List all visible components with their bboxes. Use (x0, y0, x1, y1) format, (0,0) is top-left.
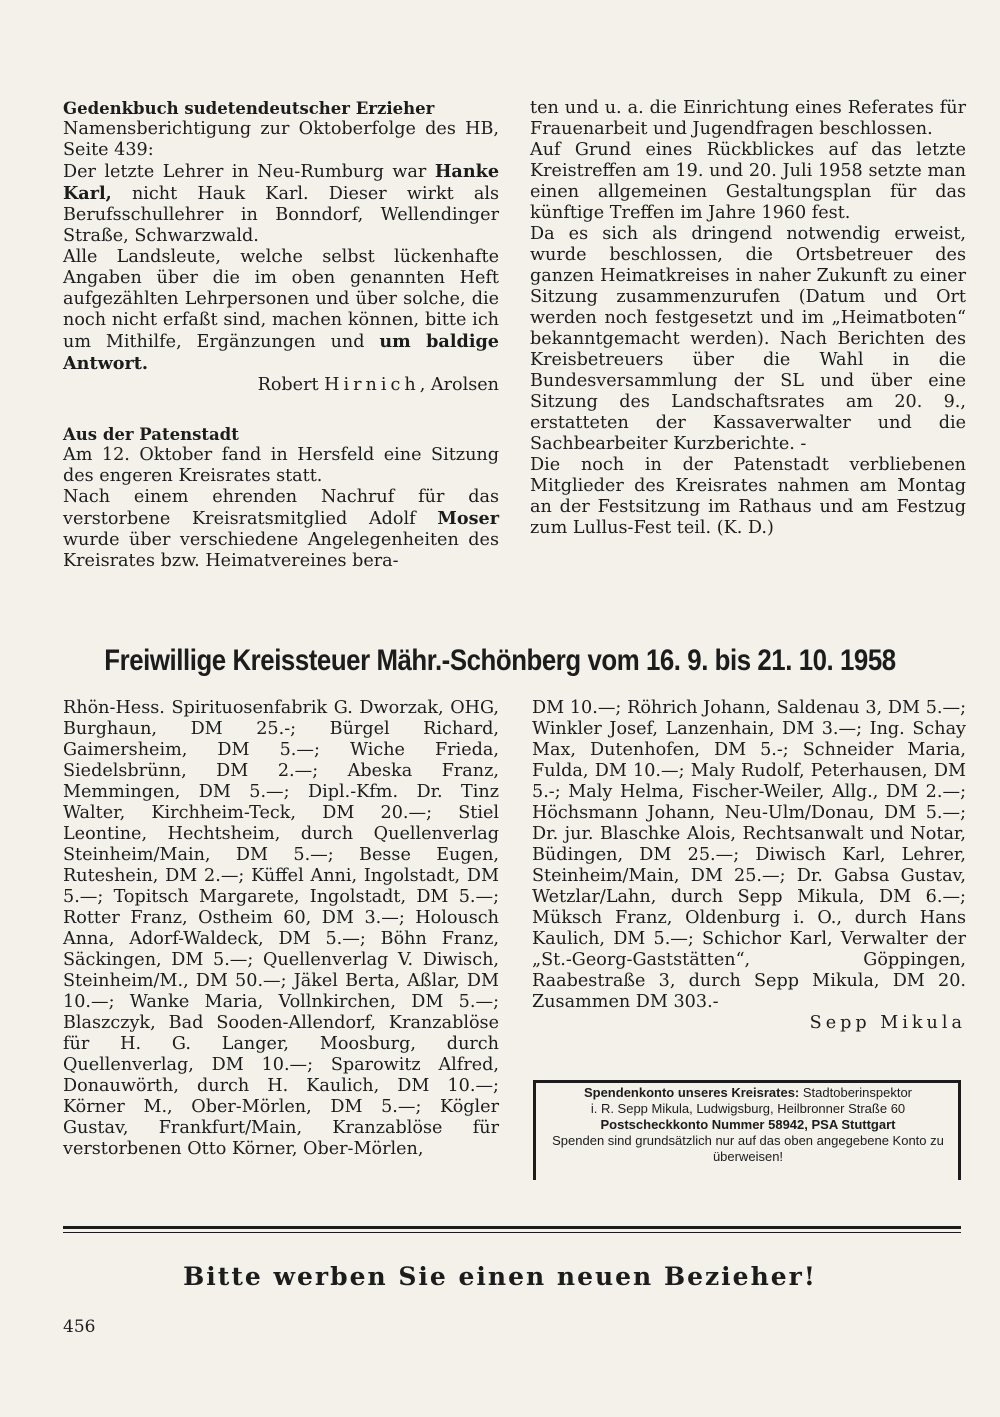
heading-patenstadt: Aus der Patenstadt (63, 425, 239, 444)
paragraph: Auf Grund eines Rückblickes auf das letzte Kreistreffen am 19. und 20. Juli 1958 setzte man einen allgemeinen Gestaltungsplan für das künftige Treffen im Jahre 1960 fest. (530, 140, 966, 223)
box-line: Postscheckkonto Nummer 58942, PSA Stuttgart (600, 1117, 896, 1132)
donor-list: Rhön-Hess. Spirituosenfabrik G. Dworzak, OHG, Burghaun, DM 25.-; Bürgel Richard, Gaimersheim, DM 5.—; Wiche Frieda, Siedelsbrünn, DM 2.—; Abeska Franz, Memmingen, DM 5.—; Dipl.-Kfm. Dr. Tinz Walter, Kirchheim-Teck, DM 20.—; Stiel Leontine, Hechtsheim, durch Quellenverlag Steinheim/Main, DM 5.—; Besse Eugen, Ruteshein, DM 2.—; Küffel Anni, Ingolstadt, DM 5.—; Topitsch Margarete, Ingolstadt, DM 5.—; Rotter Franz, Ostheim 60, DM 3.—; Holousch Anna, Adorf-Waldeck, DM 5.—; Böhn Franz, Säckingen, DM 5.—; Quellenverlag V. Diwisch, Steinheim/M., DM 50.—; Jäkel Berta, Aßlar, DM 10.—; Wanke Maria, Vollnkirchen, DM 5.—; Blaszczyk, Bad Sooden-Allendorf, Kranzablöse für H. G. Langer, Moosburg, durch Quellenverlag, DM 10.—; Sparowitz Alfred, Donauwörth, durch H. Kaulich, DM 10.—; Körner M., Ober-Mörlen, DM 5.—; Kögler Gustav, Frankfurt/Main, Kranzablöse für verstorbenen Otto Körner, Ober-Mörlen, (63, 698, 499, 1159)
heading-gedenkbuch: Gedenkbuch sudetendeutscher Erzieher (63, 99, 435, 118)
divider (63, 1226, 961, 1229)
column-bottom-left (63, 698, 499, 1160)
box-top-border (533, 1080, 961, 1083)
donor-list: DM 10.—; Röhrich Johann, Saldenau 3, DM 5.—; Winkler Josef, Lanzenhain, DM 3.—; Ing. Schay Max, Dutenhofen, DM 5.-; Schneider Maria, Fulda, DM 10.—; Maly Rudolf, Peterhausen, DM 5.-; Maly Helma, Fischer-Weiler, Allg., DM 2.—; Höchsmann Johann, Neu-Ulm/Donau, DM 5.—; Dr. jur. Blaschke Alois, Rechtsanwalt und Notar, Büdingen, DM 25.—; Diwisch Karl, Lehrer, Steinheim/Main, DM 25.—; Dr. Gabsa Gustav, Wetzlar/Lahn, durch Sepp Mikula, DM 6.—; Müksch Franz, Oldenburg i. O., durch Hans Kaulich, DM 5.—; Schichor Karl, Verwalter der „St.-Georg-Gaststätten“, Göppingen, Raabestraße 3, durch Sepp Mikula, DM 20. Zusammen DM 303.- (532, 698, 966, 1012)
column-top-left (63, 98, 499, 572)
paragraph: ten und u. a. die Einrichtung eines Referates für Frauenarbeit und Jugendfragen beschlossen. (530, 98, 966, 139)
box-line: i. R. Sepp Mikula, Ludwigsburg, Heilbronner Straße 60 (590, 1101, 906, 1116)
paragraph: Alle Landsleute, welche selbst lückenhafte Angaben über die im oben genannten Heft aufgezählten Lehrpersonen und über solche, die noch nicht erfaßt sind, machen können, bitte ich um Mithilfe, Ergänzungen und um baldige Antwort. (63, 247, 499, 374)
box-line: Spenden sind grundsätzlich nur auf das oben angegebene Konto zu überweisen! (552, 1133, 944, 1164)
bottom-banner: Bitte werben Sie einen neuen Bezieher! (183, 1262, 817, 1291)
column-bottom-right (532, 698, 966, 1034)
divider (63, 1232, 961, 1233)
paragraph: Nach einem ehrenden Nachruf für das verstorbene Kreisratsmitglied Adolf Moser wurde über verschiedene Angelegenheiten des Kreisrates bzw. Heimatvereines bera- (63, 487, 499, 571)
box-line: Spendenkonto unseres Kreisrates: Stadtoberinspektor (583, 1085, 913, 1100)
signature: Sepp Mikula (809, 1013, 966, 1033)
paragraph: Die noch in der Patenstadt verbliebenen Mitglieder des Kreisrates nahmen am Montag an der Festsitzung im Rathaus und am Festzug zum Lullus-Fest teil. (K. D.) (530, 455, 966, 538)
paragraph: Am 12. Oktober fand in Hersfeld eine Sitzung des engeren Kreisrates statt. (63, 445, 499, 486)
paragraph: Namensberichtigung zur Oktoberfolge des HB, Seite 439: (63, 119, 499, 160)
paragraph: Da es sich als dringend notwendig erweist, wurde beschlossen, die Ortsbetreuer des ganzen Heimatkreises in naher Zukunft zu einer Sitzung zusammenzurufen (Datum und Ort werden noch festgesetzt und im „Heimatboten“ bekanntgemacht werden). Nach Berichten des Kreisbetreuers über die Wahl in die Bundesversammlung der SL und über eine Sitzung des Landschaftsrates am 20. 9., erstatteten der Kassaverwalter und die Sachbearbeiter Kurzberichte. - (530, 224, 966, 454)
page-number: 456 (63, 1317, 96, 1337)
column-top-right (530, 98, 966, 539)
signature: Robert Hirnich, Arolsen (257, 375, 499, 395)
donation-account-box (533, 1080, 961, 1180)
paragraph: Der letzte Lehrer in Neu-Rumburg war Hanke Karl, nicht Hauk Karl. Dieser wirkt als Berufsschullehrer in Bonndorf, Wellendinger Straße, Schwarzwald. (63, 161, 500, 246)
main-title: Freiwillige Kreissteuer Mähr.-Schönberg vom 16. 9. bis 21. 10. 1958 (104, 644, 896, 677)
